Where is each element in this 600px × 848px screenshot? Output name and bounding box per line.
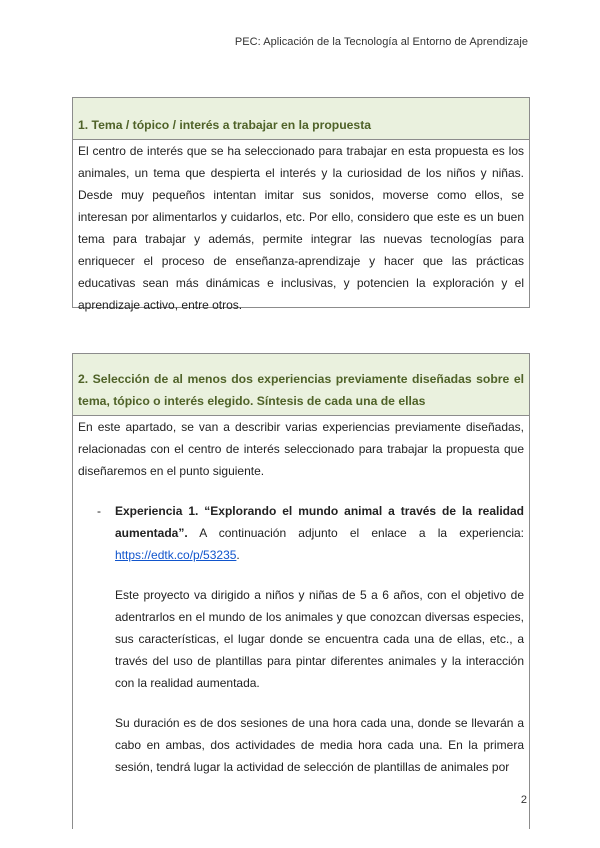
section-experiences-intro: En este apartado, se van a describir varias experiencias previamente diseñadas, relacionadas con el centro de interés seleccionado para trabajar la propuesta que diseñaremos en el punto siguiente. (78, 420, 524, 478)
section-topic-body: El centro de interés que se ha seleccionado para trabajar en esta propuesta es los animales, un tema que despierta el interés y la curiosidad de los niños y niñas. Desde muy pequeños intentan imitar sus sonidos, moverse como ellos, se interesan por alimentarlos y cuidarlos, etc. Por ello, considero que este es un buen tema para trabajar y además, permite integrar las nuevas tecnologías para enriquecer el proceso de enseñanza-aprendizaje y hacer que las prácticas educativas sean más dinámicas e inclusivas, y potencien la exploración y el aprendizaje activo, entre otros. (78, 144, 524, 312)
section-experiences-box (72, 353, 530, 829)
section-experiences-header (73, 354, 529, 416)
page-number: 2 (520, 794, 527, 806)
section-experiences-title: 2. Selección de al menos dos experiencias previamente diseñadas sobre el tema, tópico o interés elegido. Síntesis de cada una de ellas (78, 372, 524, 408)
section-topic-box (72, 97, 530, 312)
section-topic-title: 1. Tema / tópico / interés a trabajar en la propuesta (78, 118, 372, 132)
experience-1-paragraph-1: Este proyecto va dirigido a niños y niñas de 5 a 6 años, con el objetivo de adentrarlos en el mundo de los animales y que conozcan diversas especies, sus características, el lugar donde se encuentra cada una de ellas, etc., a través del uso de plantillas para pintar diferentes animales y la interacción con la realidad aumentada. (115, 588, 524, 690)
list-item-experience-1 (73, 500, 529, 778)
experience-1-heading (115, 500, 524, 566)
experience-1-period: . (236, 548, 240, 562)
experience-list (73, 500, 529, 778)
experience-1-link[interactable]: https://edtk.co/p/53235 (115, 548, 237, 562)
section-topic-header (73, 98, 529, 140)
experience-1-paragraph-2: Su duración es de dos sesiones de una hora cada una, donde se llevarán a cabo en ambas, dos actividades de media hora cada una. En la primera sesión, tendrá lugar la actividad de selección de plantillas de animales por (115, 716, 524, 774)
experience-1-label: Experiencia 1. “Explorando el mundo animal a través de la realidad aumentada”. (115, 504, 524, 540)
experience-1-lead: A continuación adjunto el enlace a la experiencia: (187, 526, 524, 540)
list-bullet: - (97, 504, 101, 518)
page-header: PEC: Aplicación de la Tecnología al Entorno de Aprendizaje (234, 36, 528, 48)
